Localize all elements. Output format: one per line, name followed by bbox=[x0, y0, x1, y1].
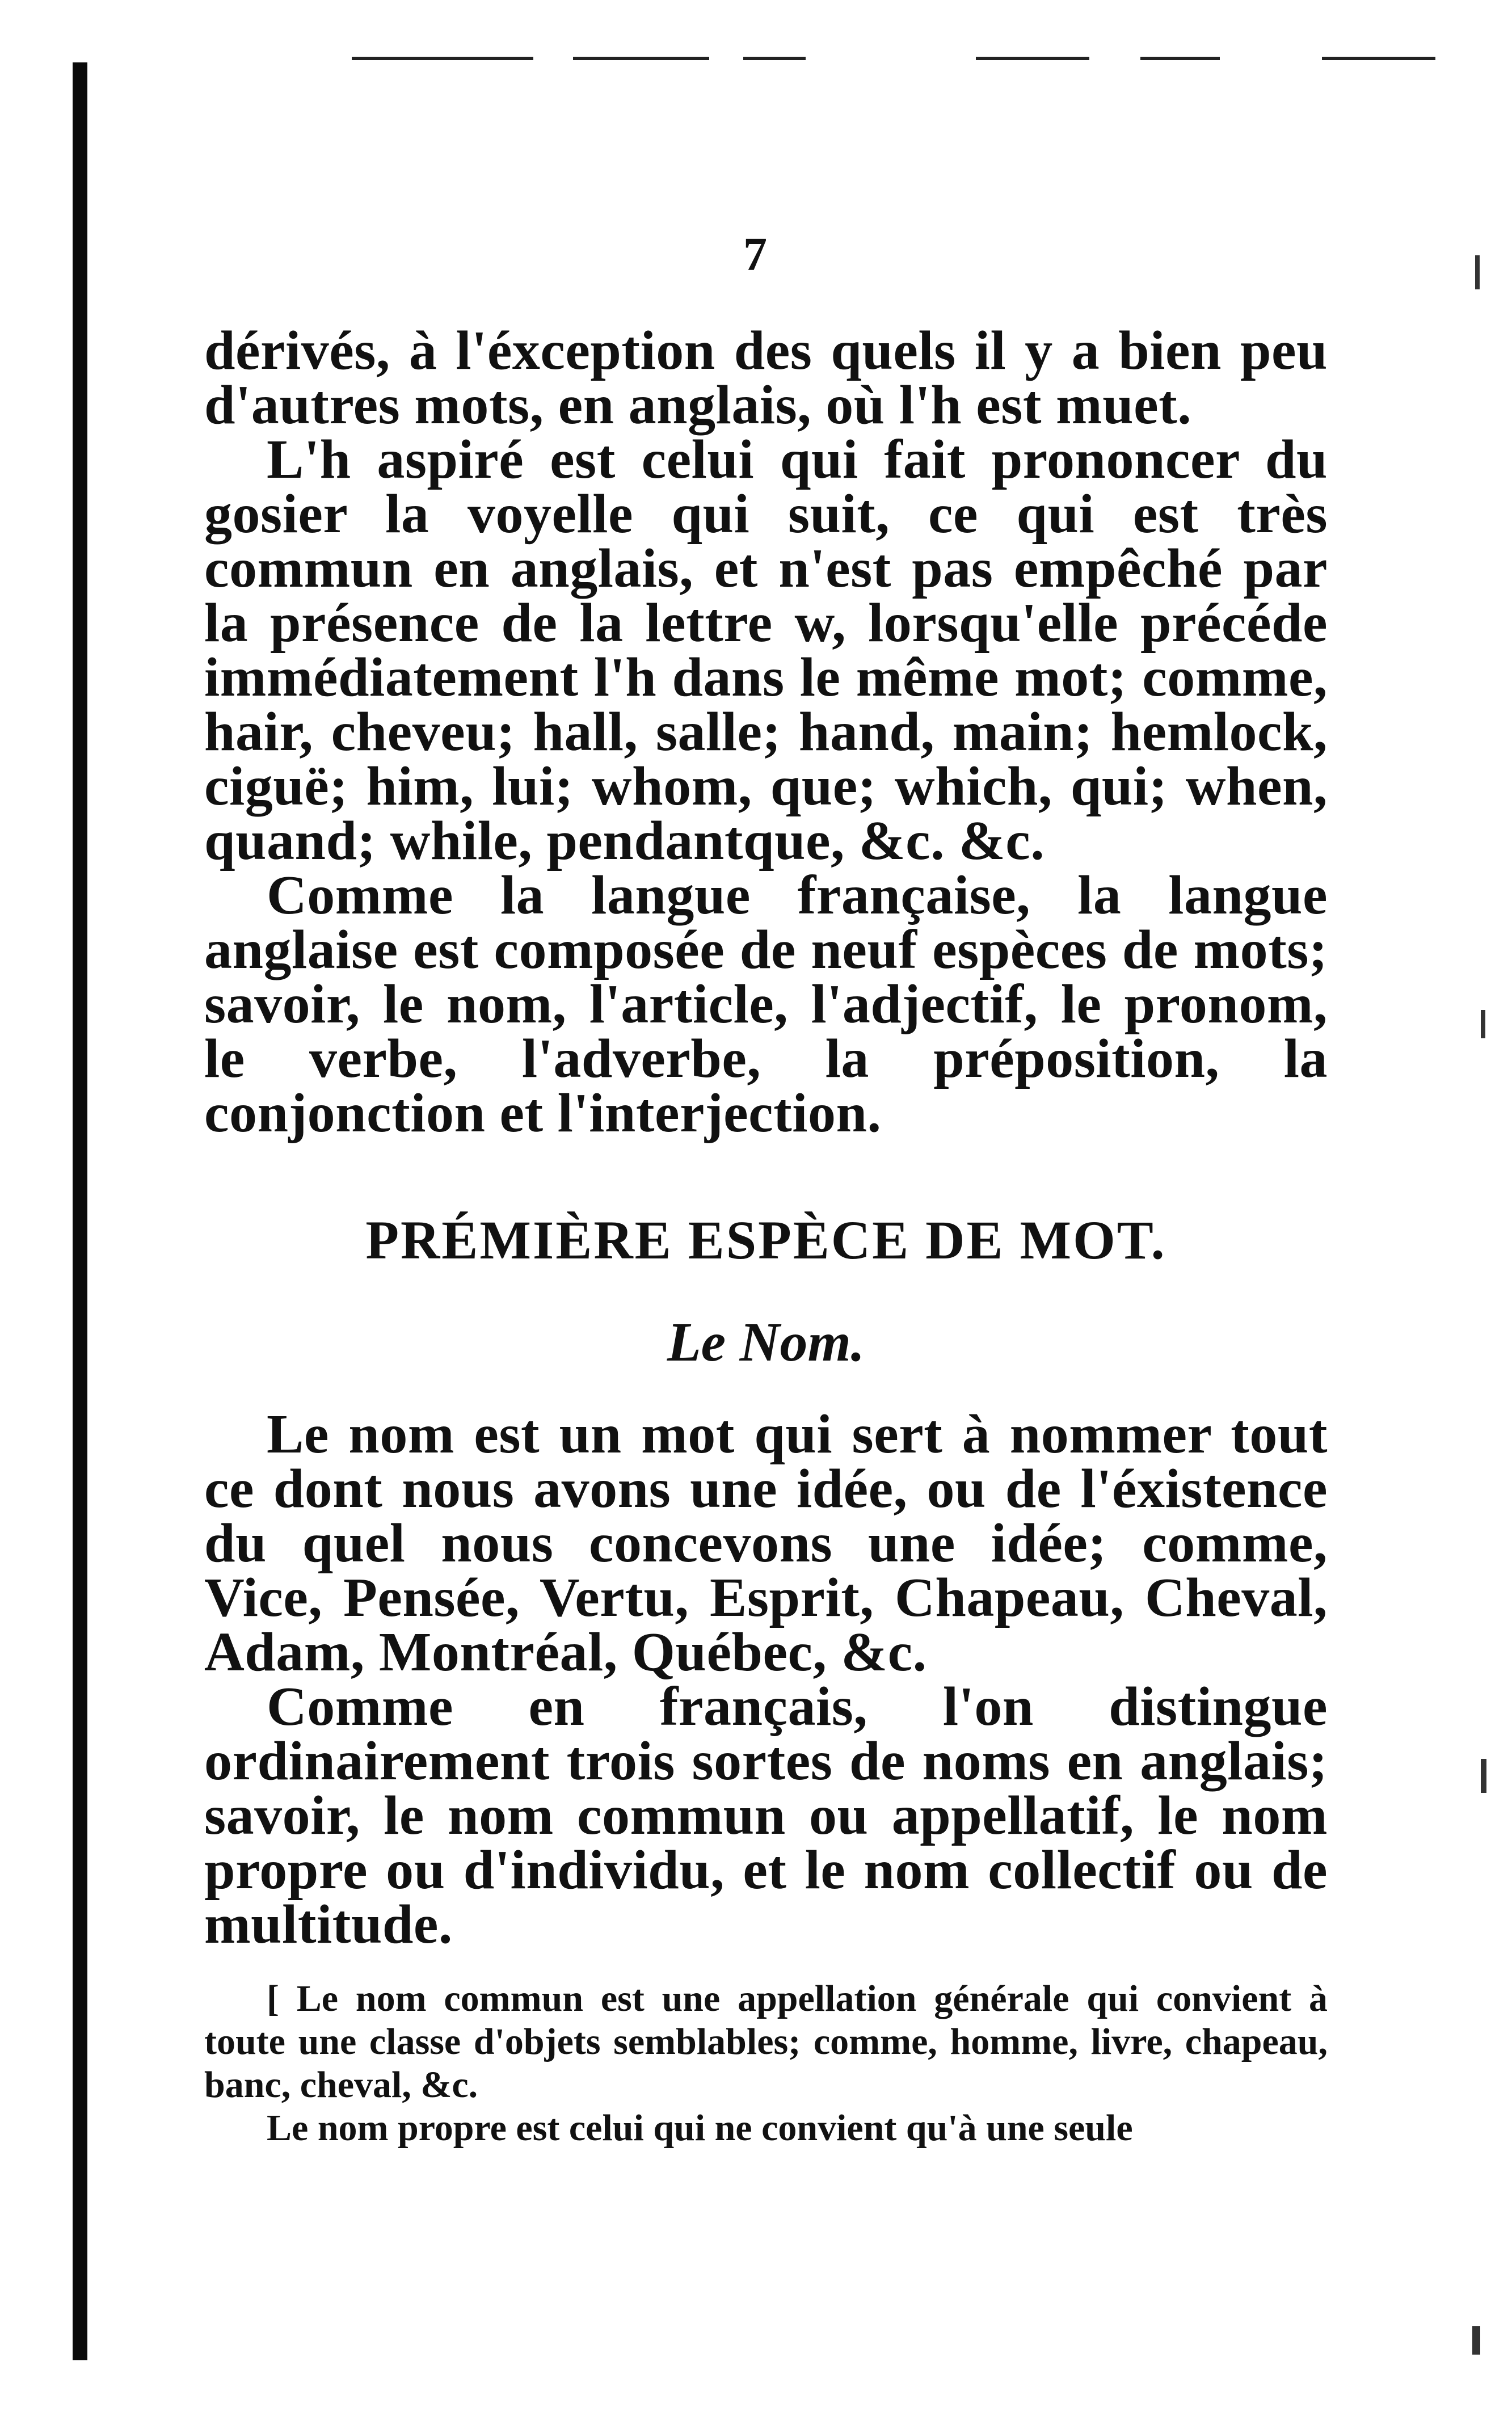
paragraph: L'h aspiré est celui qui fait prononcer du gosier la voyelle qui suit, ce qui est très commun en anglais, et n'est pas empêché par la présence de la lettre w, lorsqu'elle précéde immédiatement l'h dans le même mot; comme, hair, cheveu; hall, salle; hand, main; hemlock, ciguë; him, lui; whom, que; which, qui; when, quand; while, pendantque, &c. &c. bbox=[204, 429, 1328, 871]
footnote-block bbox=[204, 1977, 1328, 2150]
paragraph: dérivés, à l'éxception des quels il y a bien peu d'autres mots, en anglais, où l'h est muet. bbox=[204, 320, 1328, 436]
binding-shadow bbox=[73, 62, 87, 2360]
top-rule-4 bbox=[976, 57, 1089, 60]
paragraph: Le nom est un mot qui sert à nommer tout ce dont nous avons une idée, ou de l'éxistence du quel nous concevons une idée; comme, Vice, Pensée, Vertu, Esprit, Chapeau, Cheval, Adam, Montréal, Québec, &c. bbox=[204, 1404, 1328, 1683]
section-subheading: Le Nom. bbox=[667, 1312, 865, 1373]
edge-mark bbox=[1472, 2326, 1480, 2355]
footnote-paragraph: [ Le nom commun est une appellation générale qui convient à toute une classe d'objets semblables; comme, homme, livre, chapeau, banc, cheval, &c. bbox=[204, 1978, 1328, 2106]
page-number: 7 bbox=[743, 228, 767, 281]
top-rule-6 bbox=[1322, 57, 1435, 60]
main-text bbox=[204, 320, 1328, 1144]
main-text-2 bbox=[204, 1404, 1328, 1955]
edge-mark bbox=[1481, 1759, 1486, 1793]
paragraph: Comme en français, l'on distingue ordinairement trois sortes de noms en anglais; savoir, le nom commun ou appellatif, le nom propre ou d'individu, et le nom collectif ou de multitude. bbox=[204, 1676, 1328, 1955]
top-rule-5 bbox=[1140, 57, 1220, 60]
section-heading: PRÉMIÈRE ESPÈCE DE MOT. bbox=[365, 1210, 1166, 1270]
top-rule-3 bbox=[743, 57, 806, 60]
footnote-paragraph: Le nom propre est celui qui ne convient qu'à une seule bbox=[267, 2107, 1133, 2149]
edge-mark bbox=[1481, 1010, 1485, 1038]
paragraph: Comme la langue française, la langue anglaise est composée de neuf espèces de mots; savoir, le nom, l'article, l'adjectif, le pronom, le verbe, l'adverbe, la préposition, la conjonction et l'interjection. bbox=[204, 865, 1328, 1144]
top-rule-2 bbox=[573, 57, 709, 60]
edge-mark bbox=[1475, 255, 1480, 289]
top-rule-1 bbox=[352, 57, 533, 60]
